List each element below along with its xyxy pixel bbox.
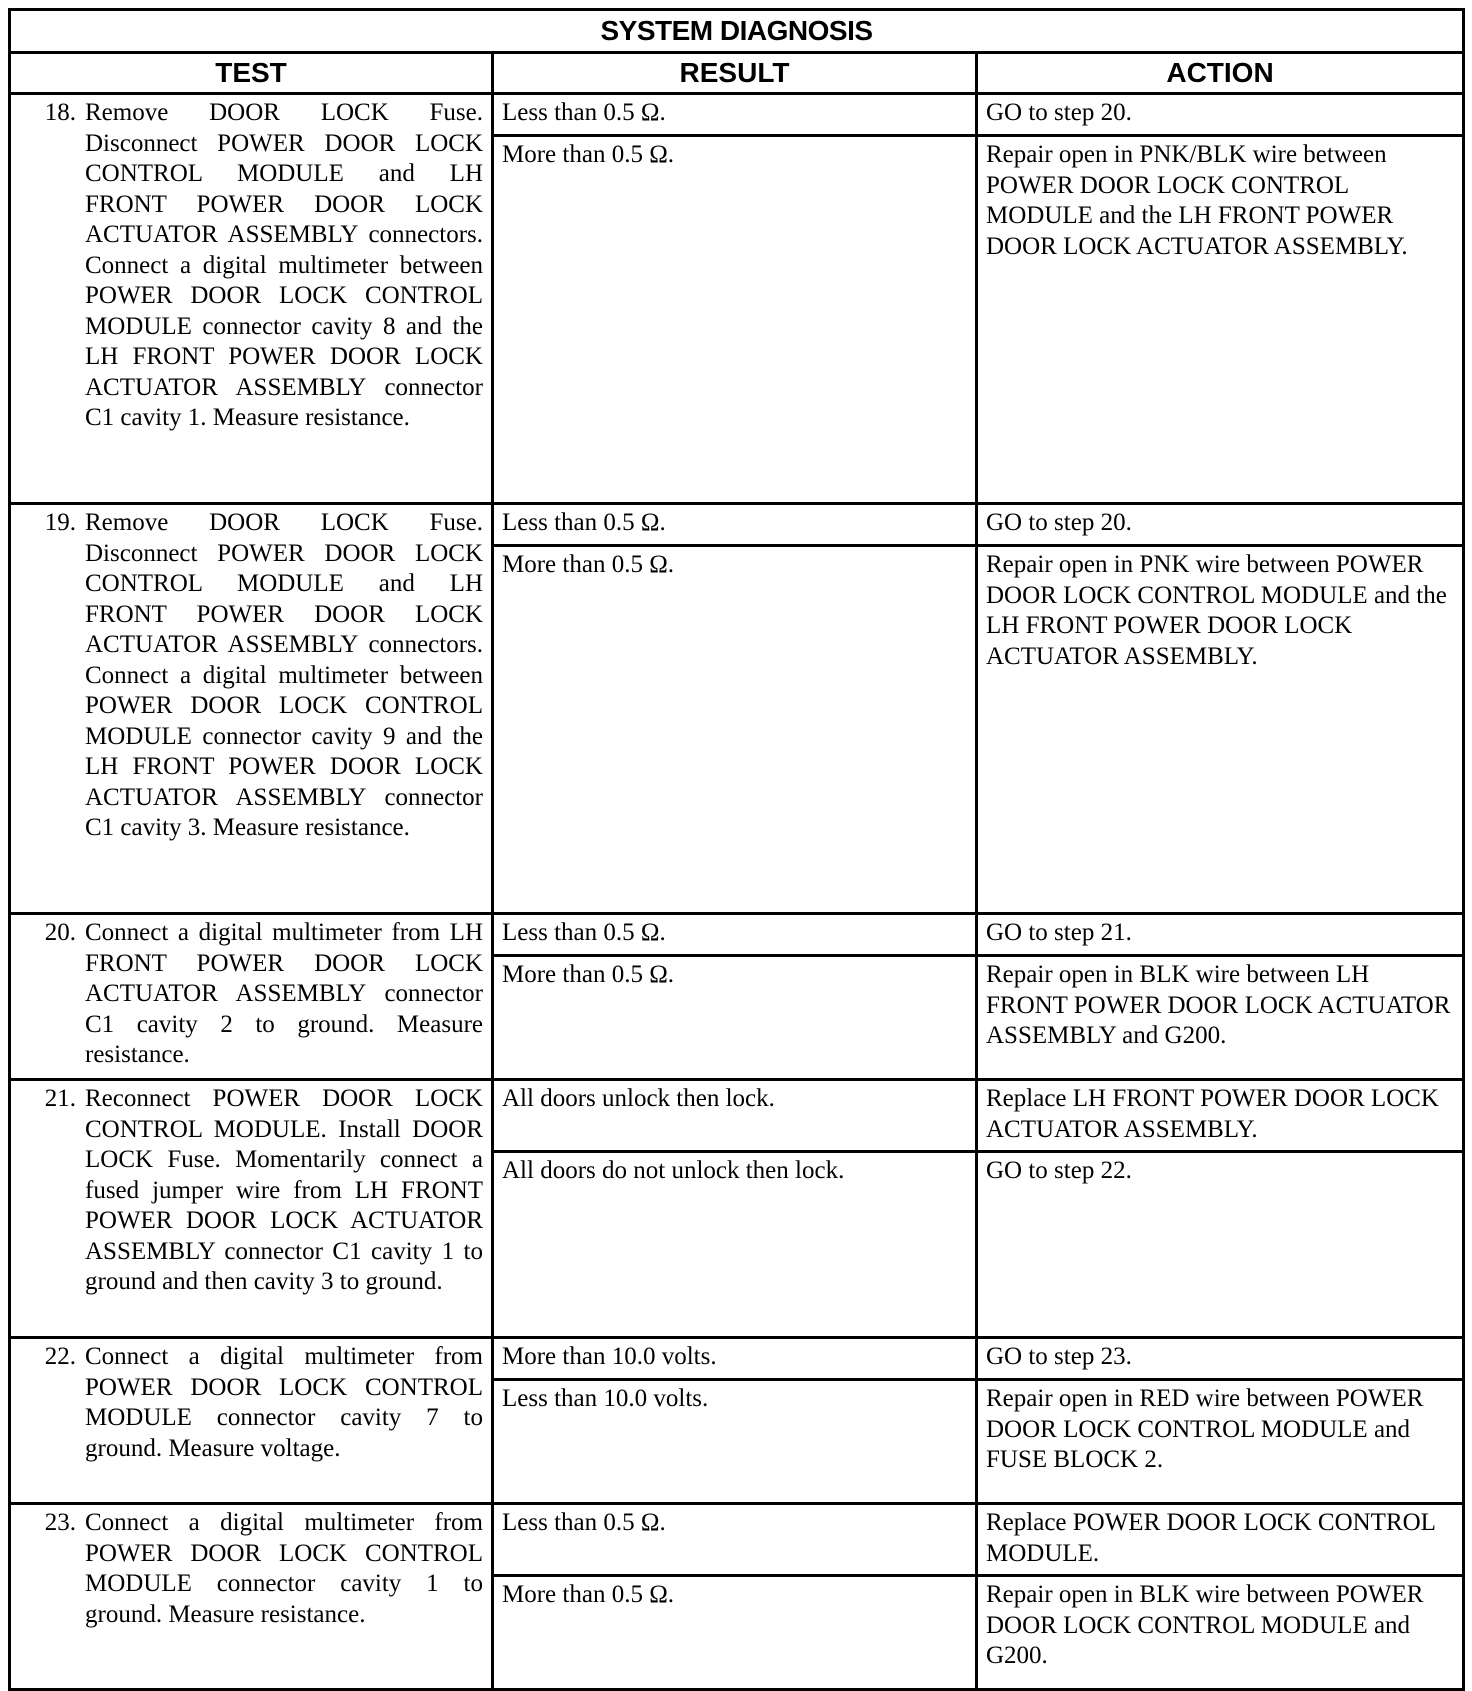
- step-number: 22.: [44, 1343, 76, 1370]
- step-21-row-a: [10, 1080, 1464, 1152]
- result-cell: Less than 0.5 Ω.: [493, 504, 977, 546]
- test-instructions: Remove DOOR LOCK Fuse. Disconnect POWER DOOR LOCK CONTROL MODULE and LH FRONT POWER DOOR LOCK ACTUATOR ASSEMBLY connectors. Connect a digital multimeter between POWER DOOR LOCK CONTROL MODULE connector cavity 9 and the LH FRONT POWER DOOR LOCK ACTUATOR ASSEMBLY connector C1 cavity 3. Measure resistance.: [85, 509, 483, 841]
- action-cell: Replace LH FRONT POWER DOOR LOCK ACTUATOR ASSEMBLY.: [977, 1080, 1464, 1152]
- test-instructions: Connect a digital multimeter from POWER DOOR LOCK CONTROL MODULE connector cavity 7 to ground. Measure voltage.: [85, 1343, 483, 1462]
- action-cell: GO to step 21.: [977, 914, 1464, 956]
- result-cell: All doors do not unlock then lock.: [493, 1152, 977, 1338]
- step-number: 19.: [44, 509, 76, 536]
- action-cell: Repair open in PNK/BLK wire between POWER DOOR LOCK CONTROL MODULE and the LH FRONT POWER DOOR LOCK ACTUATOR ASSEMBLY.: [977, 136, 1464, 504]
- test-instructions: Reconnect POWER DOOR LOCK CONTROL MODULE. Install DOOR LOCK Fuse. Momentarily connect a fused jumper wire from LH FRONT POWER DOOR LOCK ACTUATOR ASSEMBLY connector C1 cavity 1 to ground and then cavity 3 to ground.: [85, 1085, 483, 1295]
- column-header-action: ACTION: [977, 53, 1464, 94]
- step-19-row-a: [10, 504, 1464, 546]
- step-20-test: [10, 914, 493, 1080]
- step-22-row-a: [10, 1338, 1464, 1380]
- test-instructions: Connect a digital multimeter from POWER DOOR LOCK CONTROL MODULE connector cavity 1 to ground. Measure resistance.: [85, 1509, 483, 1628]
- action-cell: GO to step 23.: [977, 1338, 1464, 1380]
- system-diagnosis-table: [8, 8, 1465, 1691]
- result-cell: Less than 0.5 Ω.: [493, 94, 977, 136]
- result-cell: More than 0.5 Ω.: [493, 136, 977, 504]
- action-cell: Repair open in RED wire between POWER DOOR LOCK CONTROL MODULE and FUSE BLOCK 2.: [977, 1380, 1464, 1504]
- action-cell: Repair open in BLK wire between LH FRONT POWER DOOR LOCK ACTUATOR ASSEMBLY and G200.: [977, 956, 1464, 1080]
- step-20-row-a: [10, 914, 1464, 956]
- step-19-test: [10, 504, 493, 914]
- result-cell: Less than 0.5 Ω.: [493, 1504, 977, 1576]
- column-header-test: TEST: [10, 53, 493, 94]
- step-23-test: [10, 1504, 493, 1690]
- result-cell: More than 0.5 Ω.: [493, 1576, 977, 1690]
- step-18-test: [10, 94, 493, 504]
- header-row: [10, 53, 1464, 94]
- step-number: 20.: [44, 919, 76, 946]
- step-23-row-a: [10, 1504, 1464, 1576]
- step-21-test: [10, 1080, 493, 1338]
- step-22-test: [10, 1338, 493, 1504]
- action-cell: Repair open in BLK wire between POWER DOOR LOCK CONTROL MODULE and G200.: [977, 1576, 1464, 1690]
- action-cell: Repair open in PNK wire between POWER DOOR LOCK CONTROL MODULE and the LH FRONT POWER DOOR LOCK ACTUATOR ASSEMBLY.: [977, 546, 1464, 914]
- table-title: SYSTEM DIAGNOSIS: [10, 10, 1464, 53]
- result-cell: More than 0.5 Ω.: [493, 956, 977, 1080]
- action-cell: GO to step 20.: [977, 504, 1464, 546]
- title-row: [10, 10, 1464, 53]
- test-instructions: Remove DOOR LOCK Fuse. Disconnect POWER DOOR LOCK CONTROL MODULE and LH FRONT POWER DOOR LOCK ACTUATOR ASSEMBLY connectors. Connect a digital multimeter between POWER DOOR LOCK CONTROL MODULE connector cavity 8 and the LH FRONT POWER DOOR LOCK ACTUATOR ASSEMBLY connector C1 cavity 1. Measure resistance.: [85, 99, 483, 431]
- result-cell: Less than 0.5 Ω.: [493, 914, 977, 956]
- result-cell: More than 10.0 volts.: [493, 1338, 977, 1380]
- step-number: 18.: [44, 99, 76, 126]
- action-cell: GO to step 20.: [977, 94, 1464, 136]
- action-cell: GO to step 22.: [977, 1152, 1464, 1338]
- step-18-row-a: [10, 94, 1464, 136]
- result-cell: More than 0.5 Ω.: [493, 546, 977, 914]
- result-cell: Less than 10.0 volts.: [493, 1380, 977, 1504]
- action-cell: Replace POWER DOOR LOCK CONTROL MODULE.: [977, 1504, 1464, 1576]
- result-cell: All doors unlock then lock.: [493, 1080, 977, 1152]
- step-number: 21.: [44, 1085, 76, 1112]
- column-header-result: RESULT: [493, 53, 977, 94]
- test-instructions: Connect a digital multimeter from LH FRONT POWER DOOR LOCK ACTUATOR ASSEMBLY connector C1 cavity 2 to ground. Measure resistance.: [85, 919, 483, 1068]
- step-number: 23.: [44, 1509, 76, 1536]
